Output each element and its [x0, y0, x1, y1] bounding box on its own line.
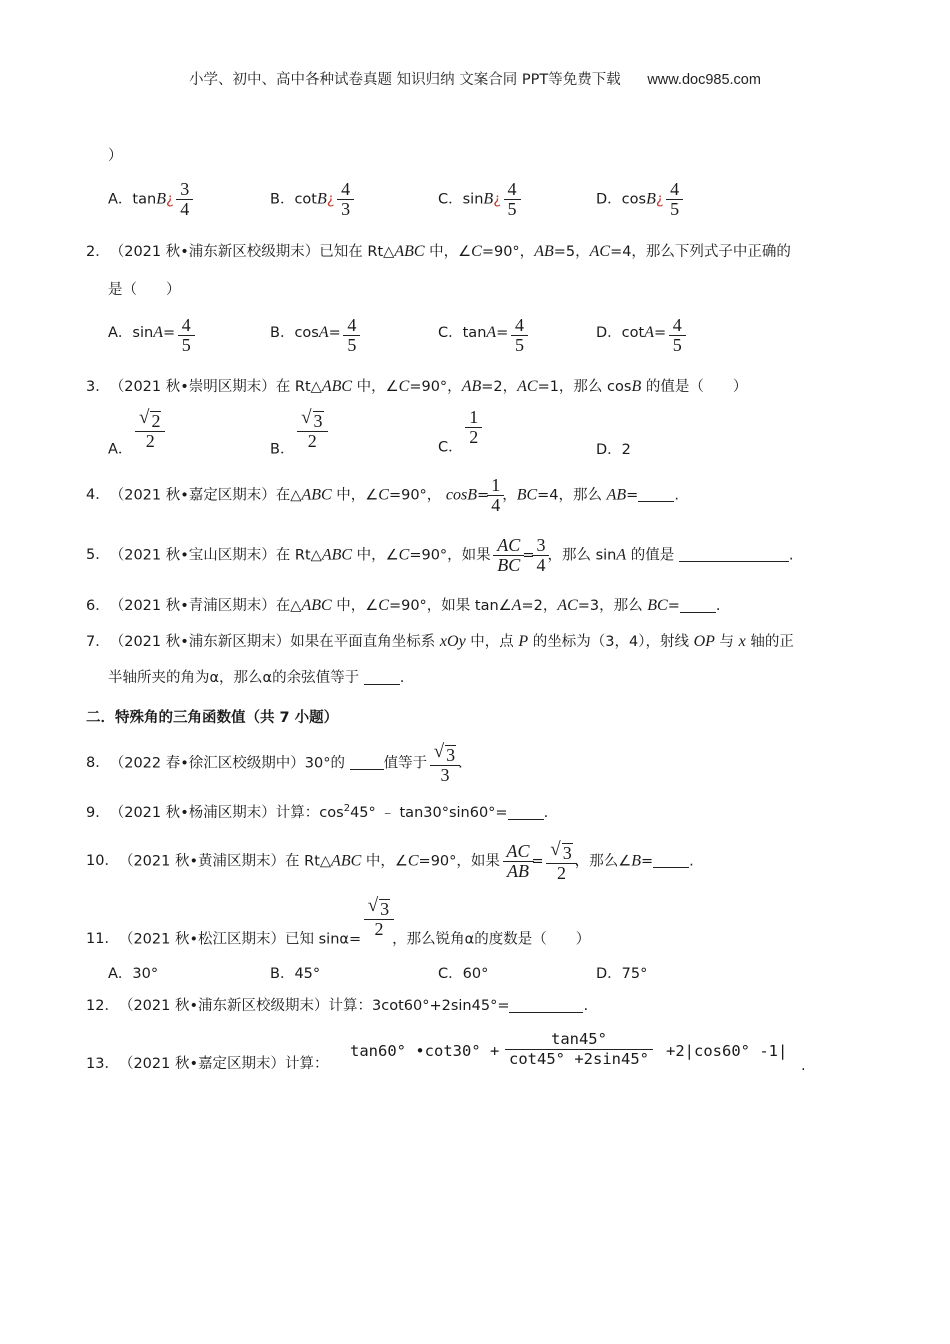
q1-option-c[interactable]: C．sinB¿ $\frac{4}{5}$ [438, 180, 519, 219]
q8-stem: 8．（2022 春•徐汇区校级期中）30°的 值等于 √ 3 3 . [86, 741, 463, 785]
q8-answer-blank[interactable] [350, 755, 384, 770]
q13-fraction: tan45° cot45° +2sin45° [505, 1030, 653, 1068]
q11-option-d[interactable]: D．75° [596, 966, 648, 982]
q1-option-a[interactable]: A．tanB¿ $\frac{3}{4}$ [108, 180, 191, 219]
q3-option-d[interactable]: D．2 [596, 442, 631, 458]
q13-expr-part1: tan60° •cot30° + [350, 1042, 500, 1060]
q11-option-b[interactable]: B．45° [270, 966, 321, 982]
q1-option-b[interactable]: B．cotB¿ $\frac{4}{3}$ [270, 180, 352, 219]
q12-answer-blank[interactable] [509, 998, 583, 1013]
page-header [0, 68, 950, 89]
q3-option-b[interactable]: B． √ 3 2 [270, 408, 326, 458]
q4-stem: 4．（2021 秋•嘉定区期末）在△ABC 中，∠C=90°， cosB= $\frac{1}{4}$ ，BC=4，那么 AB= . [86, 475, 679, 515]
q7-stem-cont: 半轴所夹的角为α，那么α的余弦值等于 . [108, 670, 405, 686]
q2-stem: 2．（2021 秋•浦东新区校级期末）已知在 Rt△ABC 中，∠C=90°，AB=5，AC=4，那么下列式子中正确的 [86, 243, 791, 260]
q9-stem: 9．（2021 秋•杨浦区期末）计算：$\cos^245^\circ$ ﹣ tan30°sin60°= . [86, 803, 549, 821]
q2-option-b[interactable]: B．cosA= $\frac{4}{5}$ [270, 316, 358, 355]
q1-close-paren: ） [108, 148, 123, 164]
q11-option-c[interactable]: C．60° [438, 966, 489, 982]
q13-end: . [801, 1058, 806, 1074]
q3-option-a[interactable]: A． √ 2 2 [108, 408, 163, 458]
q2-option-a[interactable]: A．sinA= $\frac{4}{5}$ [108, 316, 193, 355]
q2-option-c[interactable]: C．tanA= $\frac{4}{5}$ [438, 316, 526, 355]
q2-option-d[interactable]: D．cotA= $\frac{4}{5}$ [596, 316, 684, 355]
q7-answer-blank[interactable] [364, 670, 400, 685]
q3-stem: 3．（2021 秋•崇明区期末）在 Rt△ABC 中，∠C=90°，AB=2，AC=1，那么 cosB 的值是（ ） [86, 378, 748, 395]
q13-expr-part2: +2|cos60° -1| [666, 1042, 788, 1060]
q6-answer-blank[interactable] [680, 598, 716, 613]
q6-stem: 6．（2021 秋•青浦区期末）在△ABC 中，∠C=90°，如果 tan∠A=2，AC=3，那么 BC= . [86, 597, 721, 614]
q4-answer-blank[interactable] [638, 487, 674, 502]
q12-stem: 12．（2021 秋•浦东新区校级期末）计算：3cot60°+2sin45°= . [86, 998, 589, 1014]
q5-stem: 5．（2021 秋•宝山区期末）在 Rt△ABC 中，∠C=90°，如果 $\frac{AC}{BC}$ = $\frac{3}{4}$ ，那么 sinA 的值是 . [86, 535, 794, 575]
q10-answer-blank[interactable] [653, 853, 689, 868]
section-2-title: 二．特殊角的三角函数值（共 7 小题） [86, 710, 339, 726]
q2-stem-cont: 是（ ） [108, 282, 181, 298]
q5-answer-blank[interactable] [679, 547, 789, 562]
q3-option-c[interactable]: C． $\frac{1}{2}$ [438, 408, 480, 456]
q11-stem: 11．（2021 秋•松江区期末）已知 sinα= √ 3 2 ，那么锐角α的度数是（ ） [86, 895, 591, 948]
q13-label: 13．（2021 秋•嘉定区期末）计算： [86, 1056, 329, 1072]
q7-stem: 7．（2021 秋•浦东新区期末）如果在平面直角坐标系 xOy 中，点 P 的坐标为（3，4），射线 OP 与 x 轴的正 [86, 633, 794, 650]
q1-option-d[interactable]: D．cosB¿ $\frac{4}{5}$ [596, 180, 681, 219]
header-url[interactable]: www.doc985.com [647, 72, 761, 88]
header-text: 小学、初中、高中各种试卷真题 知识归纳 文案合同 PPT等免费下载 [189, 72, 621, 88]
q10-stem: 10．（2021 秋•黄浦区期末）在 Rt△ABC 中，∠C=90°，如果 $\frac{AC}{AB}$ = √ 3 2 ，那么∠B= . [86, 839, 694, 883]
q11-option-a[interactable]: A．30° [108, 966, 159, 982]
q9-answer-blank[interactable] [508, 805, 544, 820]
